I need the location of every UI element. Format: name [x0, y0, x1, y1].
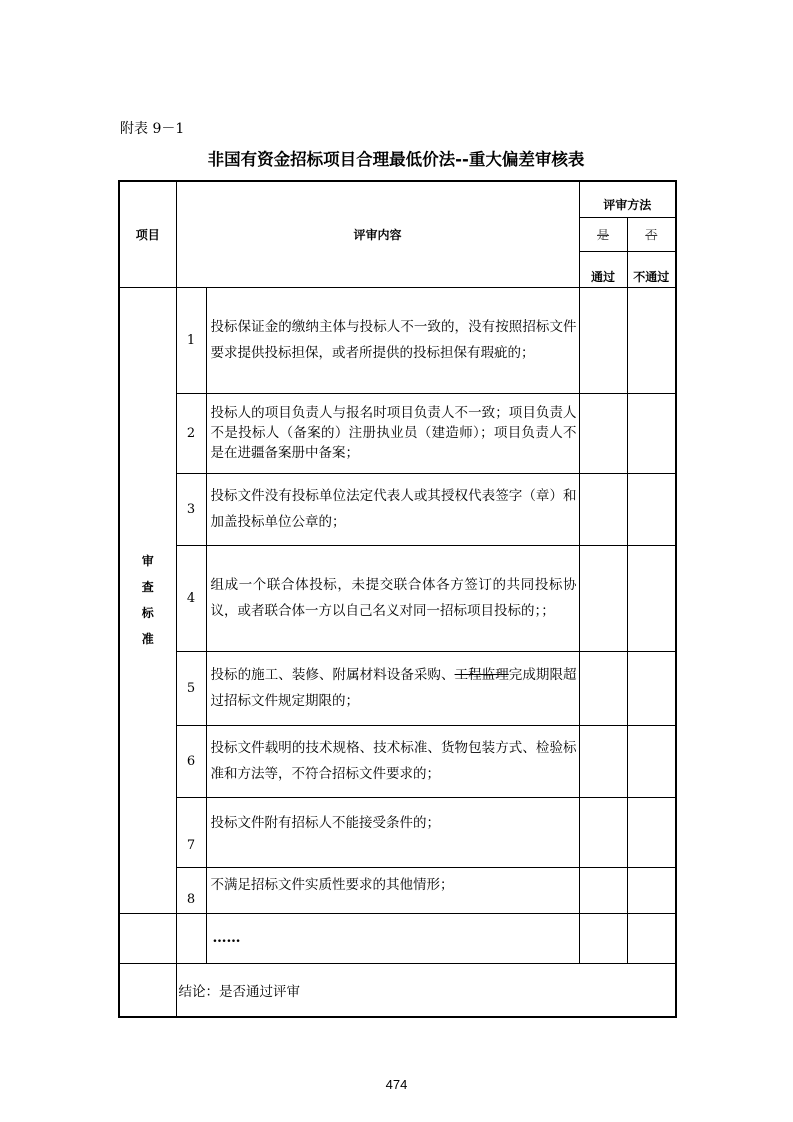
- table-row: [119, 545, 676, 651]
- category-char: 审: [141, 554, 154, 568]
- pass-check-cell[interactable]: [579, 473, 627, 545]
- table-row: [119, 797, 676, 867]
- row-content: 投标文件载明的技术规格、技术标准、货物包装方式、检验标准和方法等，不符合招标文件要求的；: [206, 725, 579, 797]
- document-title: 非国有资金招标项目合理最低价法--重大偏差审核表: [207, 150, 585, 169]
- row-number: 1: [176, 287, 206, 393]
- row-number: 3: [176, 473, 206, 545]
- table-row: [119, 651, 676, 725]
- row-number: 4: [176, 545, 206, 651]
- header-content: 评审内容: [176, 181, 579, 287]
- pass-check-cell[interactable]: [579, 287, 627, 393]
- fail-check-cell[interactable]: [627, 913, 676, 963]
- fail-check-cell[interactable]: [627, 473, 676, 545]
- row-content: [206, 651, 579, 725]
- header-pass: 通过: [579, 251, 627, 287]
- fail-check-cell[interactable]: [627, 545, 676, 651]
- table-row: [119, 287, 676, 393]
- row-content: 投标文件没有投标单位法定代表人或其授权代表签字（章）和加盖投标单位公章的；: [206, 473, 579, 545]
- pass-check-cell[interactable]: [579, 913, 627, 963]
- fail-check-cell[interactable]: [627, 867, 676, 913]
- row-number: 5: [176, 651, 206, 725]
- review-table: [118, 180, 677, 1018]
- category-cell: [119, 287, 176, 913]
- pass-check-cell[interactable]: [579, 725, 627, 797]
- table-row: [119, 867, 676, 913]
- row-content-part: 完成期限超过招标文件规定期限的；: [210, 667, 577, 709]
- row-number: 8: [176, 867, 206, 913]
- conclusion-text: 结论：是否通过评审: [176, 963, 676, 1017]
- pass-check-cell[interactable]: [579, 867, 627, 913]
- row-content: 投标保证金的缴纳主体与投标人不一致的，没有按照招标文件要求提供投标担保，或者所提供的投标担保有瑕疵的；: [206, 287, 579, 393]
- fail-check-cell[interactable]: [627, 797, 676, 867]
- header-fail: 不通过: [627, 251, 676, 287]
- fail-check-cell[interactable]: [627, 287, 676, 393]
- category-char: 准: [141, 632, 154, 646]
- fail-check-cell[interactable]: [627, 651, 676, 725]
- empty-cell: [119, 963, 176, 1017]
- table-row: [119, 393, 676, 473]
- category-char: 查: [141, 580, 154, 594]
- table-row: [119, 913, 676, 963]
- row-content-part: 投标的施工、装修、附属材料设备采购、: [210, 667, 455, 683]
- row-content: 不满足招标文件实质性要求的其他情形；: [206, 867, 579, 913]
- pass-check-cell[interactable]: [579, 545, 627, 651]
- fail-check-cell[interactable]: [627, 393, 676, 473]
- table-row: [119, 725, 676, 797]
- appendix-label: 附表 9－1: [120, 121, 185, 137]
- category-char: 标: [141, 606, 154, 620]
- pass-check-cell[interactable]: [579, 651, 627, 725]
- table-row: [119, 473, 676, 545]
- row-number: 2: [176, 393, 206, 473]
- conclusion-row: [119, 963, 676, 1017]
- ellipsis: ……: [206, 913, 579, 963]
- header-no: [627, 217, 676, 251]
- no-struck-label: 否: [645, 227, 658, 242]
- row-number: 7: [176, 797, 206, 867]
- fail-check-cell[interactable]: [627, 725, 676, 797]
- empty-cell: [119, 913, 176, 963]
- header-yes: [579, 217, 627, 251]
- empty-cell: [176, 913, 206, 963]
- yes-struck-label: 是: [597, 227, 610, 242]
- header-method: 评审方法: [579, 181, 676, 217]
- row-content: 投标人的项目负责人与报名时项目负责人不一致；项目负责人不是投标人（备案的）注册执业员（建造师）；项目负责人不是在进疆备案册中备案；: [206, 393, 579, 473]
- row-content: 投标文件附有招标人不能接受条件的；: [206, 797, 579, 867]
- header-item: 项目: [119, 181, 176, 287]
- page-number: 474: [385, 1077, 408, 1092]
- pass-check-cell[interactable]: [579, 393, 627, 473]
- row-number: 6: [176, 725, 206, 797]
- row-content: 组成一个联合体投标，未提交联合体各方签订的共同投标协议，或者联合体一方以自己名义对同一招标项目投标的；；: [206, 545, 579, 651]
- pass-check-cell[interactable]: [579, 797, 627, 867]
- row-content-struck: 工程监理: [454, 667, 509, 683]
